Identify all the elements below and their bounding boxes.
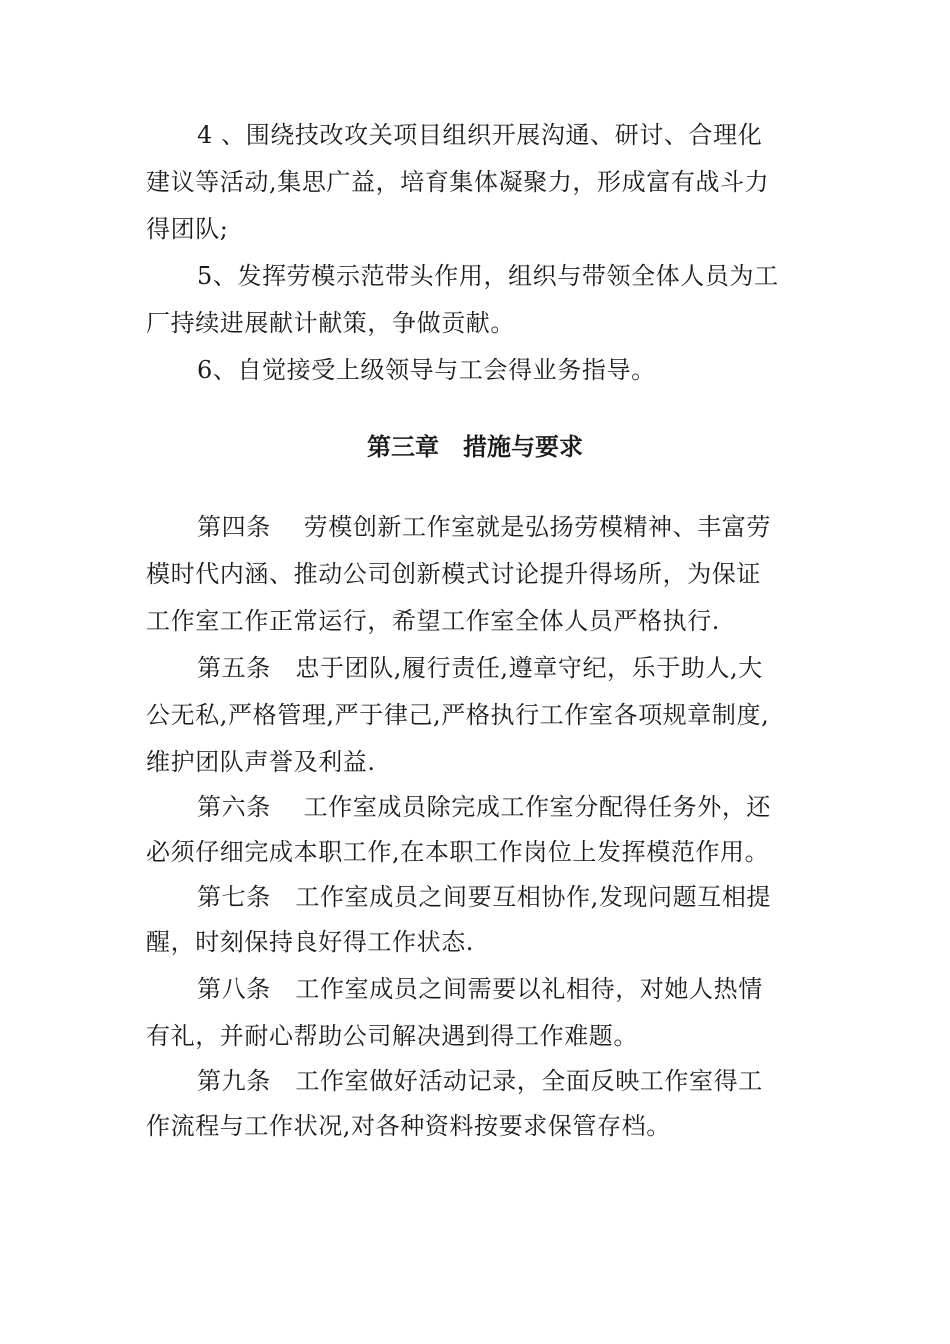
article-4-line-3: 工作室工作正常运行，希望工作室全体人员严格执行. — [146, 607, 721, 635]
article-8-line-1: 第八条 工作室成员之间需要以礼相待，对她人热情 — [197, 975, 763, 1003]
article-6-line-2: 必须仔细完成本职工作,在本职工作岗位上发挥模范作用。 — [146, 838, 770, 866]
article-9-line-1: 第九条 工作室做好活动记录，全面反映工作室得工 — [197, 1067, 763, 1095]
article-8-line-2: 有礼，并耐心帮助公司解决遇到得工作难题。 — [146, 1022, 638, 1050]
list-item-5-line-1: 5、发挥劳模示范带头作用，组织与带领全体人员为工 — [197, 262, 779, 290]
article-4-line-1: 第四条 劳模创新工作室就是弘扬劳模精神、丰富劳 — [197, 513, 772, 541]
chapter-heading: 第三章 措施与要求 — [367, 433, 583, 461]
article-4-line-2: 模时代内涵、推动公司创新模式讨论提升得场所，为保证 — [146, 560, 761, 588]
article-9-line-2: 作流程与工作状况,对各种资料按要求保管存档。 — [146, 1112, 671, 1140]
article-5-line-1: 第五条 忠于团队,履行责任,遵章守纪，乐于助人,大 — [197, 654, 763, 682]
article-7-line-1: 第七条 工作室成员之间要互相协作,发现问题互相提 — [197, 883, 772, 911]
list-item-6-line-1: 6、自觉接受上级领导与工会得业务指导。 — [197, 356, 656, 384]
article-5-line-2: 公无私,严格管理,严于律己,严格执行工作室各项规章制度, — [146, 701, 770, 729]
list-item-4-line-1: 4 、围绕技改攻关项目组织开展沟通、研讨、合理化 — [197, 121, 763, 149]
list-item-5-line-2: 厂持续进展献计献策，争做贡献。 — [146, 309, 515, 337]
list-item-4-line-3: 得团队; — [146, 215, 229, 243]
list-item-4-line-2: 建议等活动,集思广益，培育集体凝聚力，形成富有战斗力 — [146, 168, 770, 196]
article-7-line-2: 醒，时刻保持良好得工作状态. — [146, 928, 475, 956]
article-6-line-1: 第六条 工作室成员除完成工作室分配得任务外，还 — [197, 793, 772, 821]
article-5-line-3: 维护团队声誉及利益. — [146, 748, 376, 776]
